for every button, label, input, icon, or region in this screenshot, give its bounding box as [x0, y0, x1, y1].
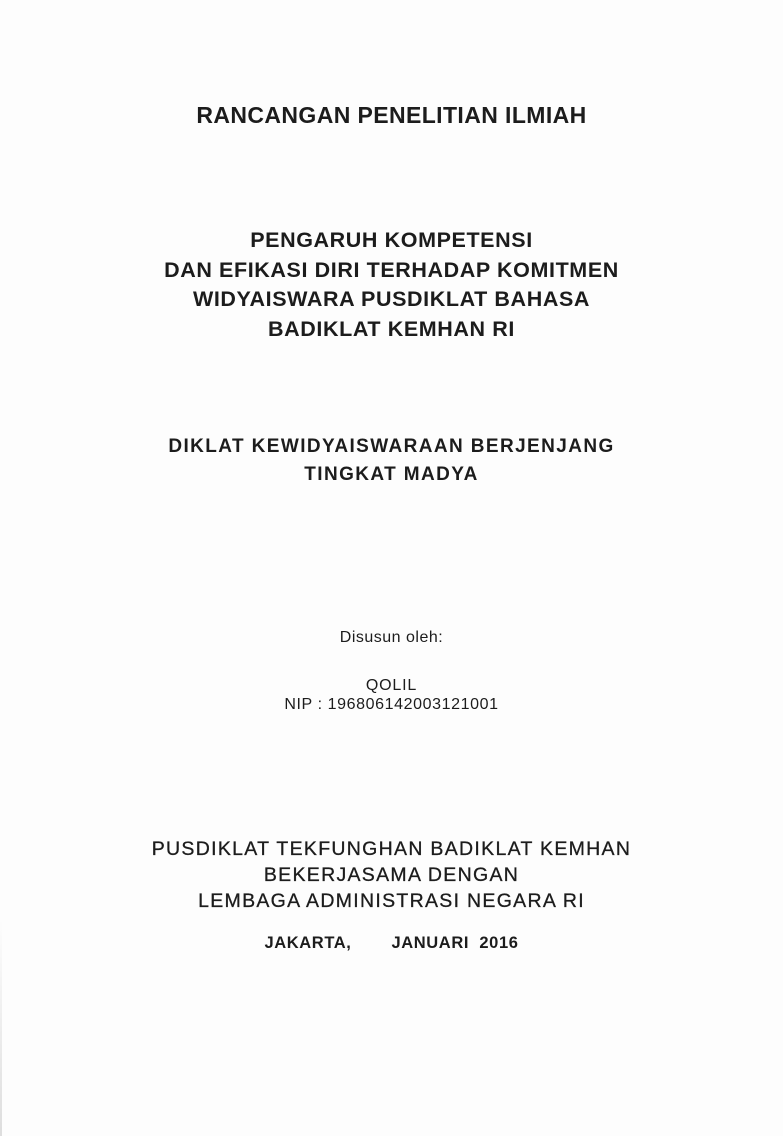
thesis-title-line-4: BADIKLAT KEMHAN RI	[268, 316, 515, 341]
institution-line-2: BEKERJASAMA DENGAN	[263, 864, 520, 886]
training-program-line-1: DIKLAT KEWIDYAISWARAAN BERJENJANG	[168, 436, 615, 457]
place-and-date	[0, 934, 783, 953]
training-program	[0, 433, 783, 489]
author-nip: NIP : 196806142003121001	[284, 696, 499, 713]
author-label: Disusun oleh:	[339, 629, 444, 646]
document-type-title: RANCANGAN PENELITIAN ILMIAH	[196, 102, 587, 128]
thesis-title	[0, 226, 783, 344]
thesis-title-line-1: PENGARUH KOMPETENSI	[250, 228, 533, 252]
thesis-title-line-3: WIDYAISWARA PUSDIKLAT BAHASA	[192, 287, 591, 311]
date: JANUARI 2016	[391, 934, 519, 952]
training-program-line-2: TINGKAT MADYA	[304, 464, 479, 485]
place: JAKARTA,	[264, 934, 352, 952]
institution-block	[0, 836, 783, 914]
scan-edge-shadow	[0, 920, 2, 1136]
institution-line-1: PUSDIKLAT TEKFUNGHAN BADIKLAT KEMHAN	[151, 838, 632, 860]
author-name: QOLIL	[365, 677, 418, 694]
institution-line-3: LEMBAGA ADMINISTRASI NEGARA RI	[198, 890, 585, 912]
thesis-title-line-2: DAN EFIKASI DIRI TERHADAP KOMITMEN	[164, 257, 619, 282]
